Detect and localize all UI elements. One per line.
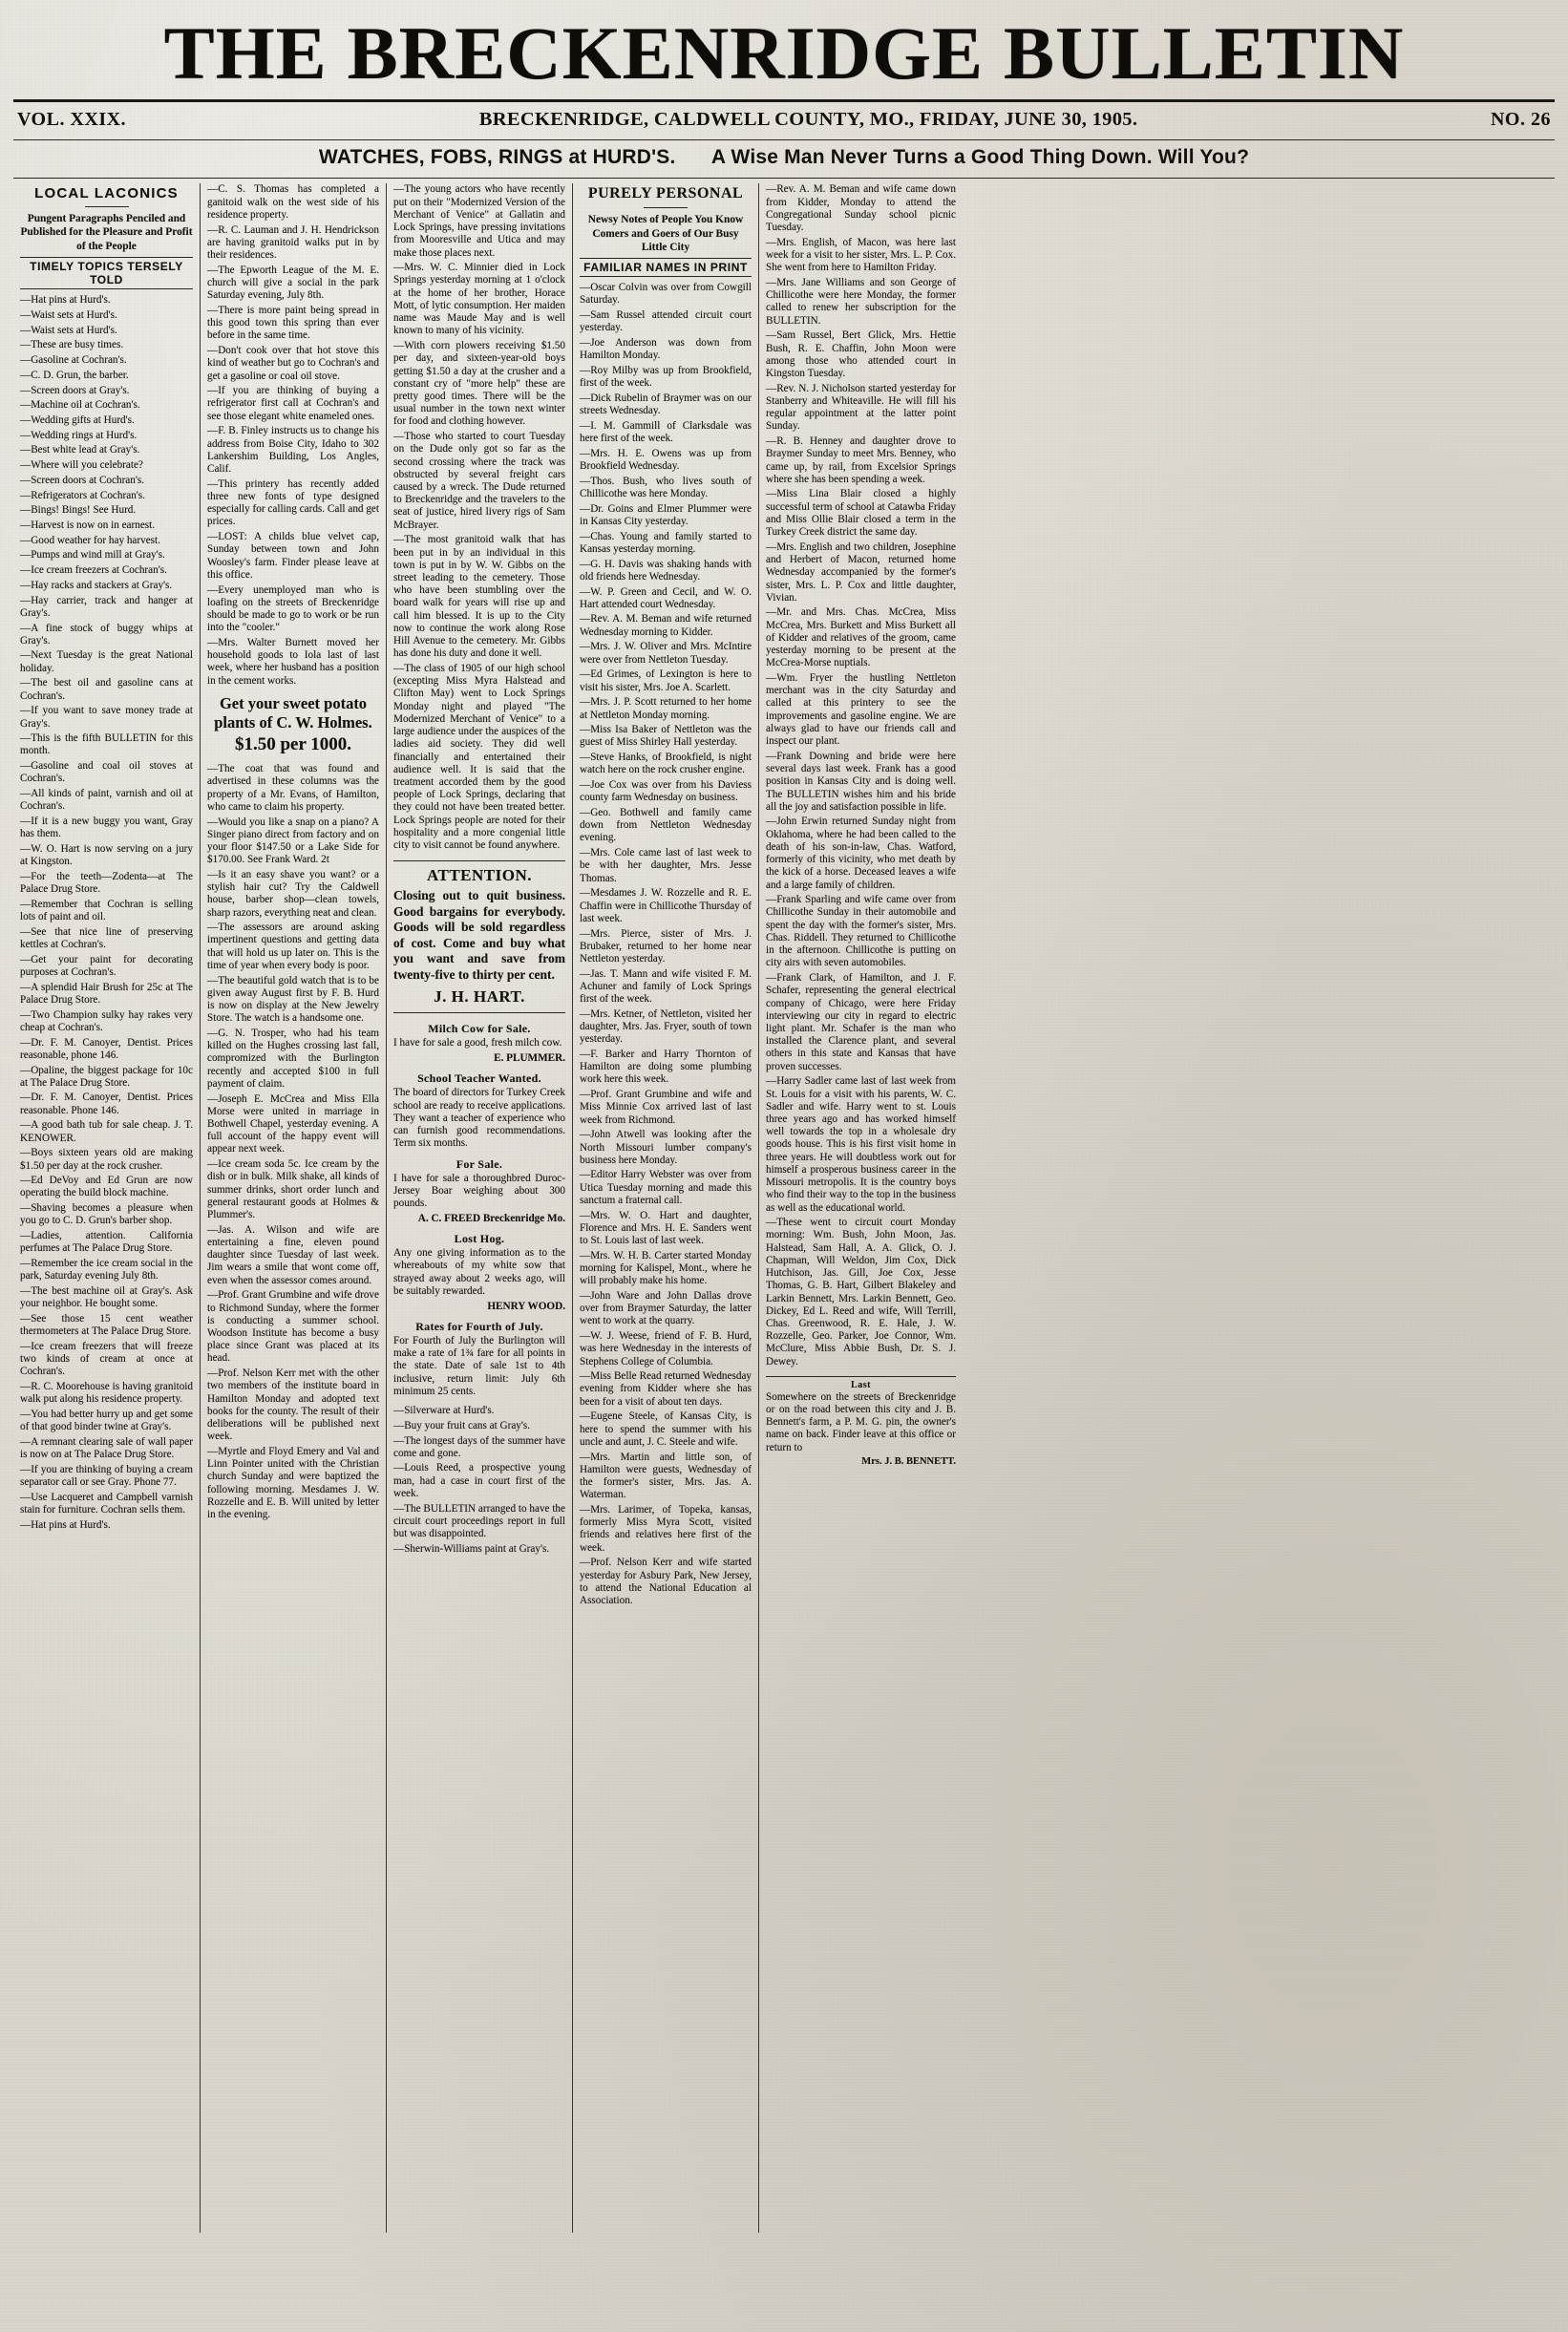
- personal-item: — Rev. A. M. Beman and wife came down from Kidder, Monday to attend the Congregational Sunday school picnic Tuesday.: [766, 183, 956, 234]
- personal-item: — Joe Cox was over from his Daviess county farm Wednesday on business.: [580, 779, 752, 804]
- news-brief: — A fine stock of buggy whips at Gray's.: [20, 623, 193, 647]
- news-brief: — Prof. Grant Grumbine and wife drove to Richmond Sunday, where the former is conducting a summer school. Woodson Institute has become a busy place since Grant was placed at its head.: [207, 1289, 379, 1365]
- ad-attention-body: Closing out to quit business. Good bargains for everybody. Goods will be sold regardless of cost. Come and buy what you want and save from twenty-five to thirty per cent.: [393, 888, 565, 982]
- news-brief: — Silverware at Hurd's.: [393, 1405, 565, 1417]
- news-brief: — W. O. Hart is now serving on a jury at Kingston.: [20, 843, 193, 868]
- news-brief: — Prof. Nelson Kerr met with the other two members of the institute board in Hamilton Monday and adopted text books for the county. The result of their deliberations will be published next week.: [207, 1367, 379, 1443]
- column-two: [200, 183, 386, 2233]
- news-brief: — Dr. F. M. Canoyer, Dentist. Prices reasonable, phone 146.: [20, 1037, 193, 1062]
- news-brief: — The best oil and gasoline cans at Cochran's.: [20, 677, 193, 702]
- news-brief: — Next Tuesday is the great National holiday.: [20, 649, 193, 674]
- news-brief: — Machine oil at Cochran's.: [20, 399, 193, 412]
- personal-item: — Prof. Nelson Kerr and wife started yesterday for Asbury Park, New Jersey, to attend the National Education al Association.: [580, 1557, 752, 1607]
- news-brief: — Don't cook over that hot stove this kind of weather but go to Cochran's and get a gasoline or coal oil stove.: [207, 345, 379, 383]
- personal-item: — Wm. Fryer the hustling Nettleton merchant was in the city Saturday and called at this printery to see the improvements and gasoline engine. We are always glad to have our friends call and inspect our plant.: [766, 672, 956, 748]
- local-laconics-items: [20, 294, 193, 1532]
- news-brief: — Ed DeVoy and Ed Grun are now operating the build block machine.: [20, 1175, 193, 1199]
- news-brief: — Pumps and wind mill at Gray's.: [20, 549, 193, 562]
- news-brief: — C. S. Thomas has completed a ganitoid walk on the west side of his residence property.: [207, 183, 379, 222]
- classified-ad-body: I have for sale a thoroughbred Duroc-Jersey Boar weighing about 300 pounds.: [393, 1172, 565, 1210]
- news-brief: — F. B. Finley instructs us to change his address from Boise City, Idaho to 302 Lankershim Building, Los Angles, Calif.: [207, 425, 379, 476]
- column-five: [758, 183, 963, 2233]
- personal-item: — Miss Isa Baker of Nettleton was the guest of Miss Shirley Hall yesterday.: [580, 724, 752, 749]
- news-brief: — R. C. Lauman and J. H. Hendrickson are having granitoid walks put in by their residences.: [207, 224, 379, 263]
- ad-attention: [393, 860, 565, 1013]
- news-brief: — If you are thinking of buying a refrigerator first call at Cochran's and see those elegant white enameled ones.: [207, 385, 379, 423]
- news-brief: — All kinds of paint, varnish and oil at Cochran's.: [20, 788, 193, 813]
- masthead-title: THE BRECKENRIDGE BULLETIN: [163, 11, 1405, 95]
- news-brief: — You had better hurry up and get some of that good binder twine at Gray's.: [20, 1409, 193, 1433]
- personal-item: — Mrs. Ketner, of Nettleton, visited her daughter, Mrs. Jas. Fryer, south of town yesterday.: [580, 1008, 752, 1047]
- news-item: — Those who started to court Tuesday on the Dude only got so far as the second crossing where the track was obstructed by several freight cars caused by a wreck. The Dude returned to Breckenridge and the travelers to the seat of justice, hired livery rigs of Sam McBrayer.: [393, 431, 565, 532]
- column-five-items: [766, 183, 956, 1367]
- news-brief: — The beautiful gold watch that is to be given away August first by F. B. Hurd is now on display at the New Jewelry Store. The watch is a handsome one.: [207, 975, 379, 1026]
- news-brief: — Best white lead at Gray's.: [20, 444, 193, 456]
- news-brief: — Screen doors at Cochran's.: [20, 475, 193, 487]
- personal-item: — John Atwell was looking after the North Missouri lumber company's business here Monday.: [580, 1129, 752, 1167]
- news-brief: — Dr. F. M. Canoyer, Dentist. Prices reasonable. Phone 146.: [20, 1092, 193, 1116]
- personal-item: — Mrs. English, of Macon, was here last week for a visit to her sister, Mrs. L. P. Cox. She went from here to Hamilton Friday.: [766, 237, 956, 275]
- classified-ad-head: School Teacher Wanted.: [417, 1071, 541, 1086]
- personal-item: — Frank Downing and bride were here several days last week. Frank has a good position in Kansas City and is doing well. The BULLETIN wishes him and his bride all the joy and satisfaction possible in life.: [766, 751, 956, 814]
- news-brief: — If it is a new buggy you want, Gray has them.: [20, 816, 193, 840]
- personal-item: — Mr. and Mrs. Chas. McCrea, Miss McCrea, Mrs. Burkett and Miss Burkett all of Kidder and relatives of the groom, came yesterday morning to be present at the McCrea-Morse nuptials.: [766, 606, 956, 669]
- personal-item: — John Ware and John Dallas drove over from Braymer Saturday, the latter went to work at the quarry.: [580, 1290, 752, 1328]
- news-brief: — If you want to save money trade at Gray's.: [20, 705, 193, 730]
- news-brief: — There is more paint being spread in this good town this spring than ever before in the same time.: [207, 305, 379, 343]
- classified-ad-signature: A. C. FREED Breckenridge Mo.: [417, 1212, 565, 1224]
- news-item: — Mrs. W. C. Minnier died in Lock Springs yesterday morning at 1 o'clock at the home of her brother, Horace Mott, of lytic consumption. Her maiden name was Maude May and is well known to many of his vicinity.: [393, 262, 565, 337]
- personal-item: — Harry Sadler came last of last week from St. Louis for a visit with his parents, W. C. Sadler and wife. Harry went to st. Louis three years ago and has worked himself well towards the top in a wholesale dry goods house. This is his first visit home in three years. He will doubtless work out for himself a prosperous business career in the Missouri metropolis. It is the country boys who find their way to the top in the business as well as the educational world.: [766, 1075, 956, 1214]
- news-brief: — Hat pins at Hurd's.: [20, 1519, 193, 1532]
- news-brief: — Hat pins at Hurd's.: [20, 294, 193, 307]
- personal-item: — F. Barker and Harry Thornton of Hamilton are doing some plumbing work here this week.: [580, 1049, 752, 1087]
- personal-item: — Mrs. J. W. Oliver and Mrs. McIntire were over from Nettleton Tuesday.: [580, 641, 752, 666]
- purely-personal-items: [580, 282, 752, 1607]
- purely-personal-heading: PURELY PERSONAL: [587, 185, 744, 202]
- news-brief: — See those 15 cent weather thermometers at The Palace Drug Store.: [20, 1313, 193, 1338]
- ad-lost-pin-signature: Mrs. J. B. BENNETT.: [861, 1456, 956, 1468]
- news-brief: — Wedding gifts at Hurd's.: [20, 414, 193, 427]
- classified-ad-head: Milch Cow for Sale.: [428, 1022, 531, 1036]
- news-brief: — Would you like a snap on a piano? A Singer piano direct from factory and on your floor $147.50 or a Lake Side for $170.00. See Frank Ward. 2t: [207, 816, 379, 867]
- news-item: — The most granitoid walk that has been put in by an individual in this town is put in by W. W. Gibbs on the street leading to the cemetery. Those who have been stumbling over the board walk for years will rise up and call him blessed. It is up to the City now to continue the work along Rose Hill Avenue to the cemetery. Mr. Gibbs has done his duty and done it well.: [393, 534, 565, 660]
- personal-item: — W. J. Weese, friend of F. B. Hurd, was here Wednesday in the interests of Stephens College of Columbia.: [580, 1330, 752, 1368]
- personal-item: — Joe Anderson was down from Hamilton Monday.: [580, 337, 752, 362]
- classified-ad: [393, 1157, 565, 1226]
- news-brief: — If you are thinking of buying a cream separator call or see Gray. Phone 77.: [20, 1464, 193, 1489]
- news-brief: — Bings! Bings! See Hurd.: [20, 504, 193, 517]
- ad-attention-title: ATTENTION.: [426, 866, 532, 885]
- personal-item: — Eugene Steele, of Kansas City, is here to spend the summer with his uncle and aunt, J. C. Steele and wife.: [580, 1410, 752, 1449]
- news-brief: — Ice cream freezers that will freeze two kinds of cream at once at Cochran's.: [20, 1341, 193, 1379]
- news-brief: — Waist sets at Hurd's.: [20, 325, 193, 337]
- advert-banner: [13, 140, 1555, 175]
- ad-attention-signature: J. H. HART.: [434, 987, 525, 1007]
- news-item: — The class of 1905 of our high school (excepting Miss Myra Halstead and Clifton May) went to Lock Springs Monday night and played "The Modernized Merchant of Venice" to a large audience under the auspices of the ladies aid society. They did well financially and entertained their audience well. It is said that the treatment accorded them by the good people of Lock Springs, declaring that they could not have been treated better. Lock Springs people are noted for their hospitality and a more congenial little city to visit cannot be found anywhere.: [393, 663, 565, 852]
- news-brief: — Ice cream freezers at Cochran's.: [20, 564, 193, 577]
- divider: [85, 206, 129, 207]
- personal-item: — G. H. Davis was shaking hands with old friends here Wednesday.: [580, 559, 752, 583]
- personal-item: — These went to circuit court Monday morning: Wm. Bush, John Moon, Jas. Halstead, Sam Hall, A. A. Glick, O. J. Chapman, Will Weldon, Jim Cox, Dick Hutchison, Jas. Gill, Joe Cox, Jesse Thomas, G. B. Hart, Gilbert Blakeley and Larkin Bennett, Mrs. Larkin Bennett, Geo. Dickey, Ed L. Reed and wife, Will Terrill, Chas. Greenwood, R. E. Hale, J. W. Rozzelle, Geo. Parker, Joe Connor, Wm. McClure, Miss Abbie Bush, Dr. S. J. Dewey.: [766, 1217, 956, 1368]
- news-brief: — Hay carrier, track and hanger at Gray's.: [20, 595, 193, 620]
- personal-item: — Roy Milby was up from Brookfield, first of the week.: [580, 365, 752, 390]
- personal-item: — Mrs. W. H. B. Carter started Monday morning for Kalispel, Mont., where he will probably make his home.: [580, 1250, 752, 1288]
- personal-item: — Dick Rubelin of Braymer was on our streets Wednesday.: [580, 392, 752, 417]
- banner-left-text: WATCHES, FOBS, RINGS at HURD'S.: [318, 146, 676, 169]
- personal-item: — Mrs. Jane Williams and son George of Chillicothe were here Monday, the former called to renew her subscription for the BULLETIN.: [766, 277, 956, 328]
- issue-number-label: NO. 26: [1490, 109, 1551, 131]
- news-brief: — See that nice line of preserving kettles at Cochran's.: [20, 926, 193, 951]
- banner-right-text: A Wise Man Never Turns a Good Thing Down. Will You?: [710, 146, 1250, 169]
- news-brief: — G. N. Trosper, who had his team killed on the Hughes crossing last fall, compromized with the Burlington recently and accepted $100 in full payment of claim.: [207, 1028, 379, 1091]
- personal-item: — R. B. Henney and daughter drove to Braymer Sunday to meet Mrs. Benney, who came up, by rail, from Excelsior Springs where she has been spending a week.: [766, 435, 956, 486]
- news-brief: — Is it an easy shave you want? or a stylish hair cut? Try the Caldwell house, barber shop—clean towels, sharp razors, everything neat and clean.: [207, 869, 379, 920]
- news-brief: — The Epworth League of the M. E. church will give a social in the park Saturday evening, July 8th.: [207, 265, 379, 303]
- classified-ad: [393, 1320, 565, 1398]
- news-brief: — Wedding rings at Hurd's.: [20, 430, 193, 442]
- classified-ad: [393, 1022, 565, 1065]
- personal-item: — Thos. Bush, who lives south of Chillicothe was here Monday.: [580, 476, 752, 500]
- news-brief: — Joseph E. McCrea and Miss Ella Morse were united in marriage in Bothwell Chapel, yesterday evening. A full account of the happy event will appear next week.: [207, 1093, 379, 1156]
- classified-ad: [393, 1232, 565, 1313]
- personal-item: — Miss Belle Read returned Wednesday evening from Kidder where she has been for a visit of about ten days.: [580, 1370, 752, 1409]
- personal-item: — Mrs. English and two children, Josephine and Herbert of Macon, returned home Wednesday accompanied by the former's sister, Mrs. L. P. Cox and little daughter, Vivian.: [766, 541, 956, 604]
- ad-lost-pin: [766, 1376, 956, 1469]
- personal-item: — Mrs. H. E. Owens was up from Brookfield Wednesday.: [580, 448, 752, 473]
- news-item: — The young actors who have recently put on their "Modernized Version of the Merchant of Venice" at Gallatin and Lock Springs, have pressing invitations from Mooresville and Utica and may make those places next.: [393, 183, 565, 259]
- news-brief: — These are busy times.: [20, 339, 193, 351]
- personal-item: — Geo. Bothwell and family came down from Nettleton Wednesday evening.: [580, 807, 752, 845]
- personal-item: — Mrs. Martin and little son, of Hamilton were guests, Wednesday of the former's sister, Mrs. Jas. A. Waterman.: [580, 1452, 752, 1502]
- news-brief: — R. C. Moorehouse is having granitoid walk put along his residence property.: [20, 1381, 193, 1406]
- news-brief: — Remember the ice cream social in the park, Saturday evening July 8th.: [20, 1258, 193, 1283]
- news-brief: — A splendid Hair Brush for 25c at The Palace Drug Store.: [20, 982, 193, 1007]
- news-brief: — C. D. Grun, the barber.: [20, 370, 193, 382]
- news-brief: — The coat that was found and advertised in these columns was the property of a Mr. Evans, of Hamilton, who came to claim his property.: [207, 763, 379, 814]
- column-three-briefs: [393, 1405, 565, 1556]
- news-brief: — Louis Reed, a prospective young man, had a case in court first of the week.: [393, 1462, 565, 1500]
- column-two-items-continued: [207, 763, 379, 1521]
- news-brief: — This printery has recently added three new fonts of type designed especially for calling cards. Call and get prices.: [207, 478, 379, 529]
- personal-item: — Mrs. J. P. Scott returned to her home at Nettleton Monday morning.: [580, 696, 752, 721]
- news-brief: — Shaving becomes a pleasure when you go to C. D. Grun's barber shop.: [20, 1202, 193, 1227]
- personal-item: — Mrs. Cole came last of last week to be with her daughter, Mrs. Jesse Thomas.: [580, 847, 752, 885]
- column-two-items: [207, 183, 379, 687]
- personal-item: — Frank Sparling and wife came over from Chillicothe Sunday in their automobile and spent the day with the former's sister, Mrs. Chas. Riddell. They returned to Chillicothe in the afternoon. Chillicothe is putting on city airs with seven automobiles.: [766, 894, 956, 969]
- news-brief: — The best machine oil at Gray's. Ask your neighbor. He bought some.: [20, 1285, 193, 1310]
- personal-item: — Oscar Colvin was over from Cowgill Saturday.: [580, 282, 752, 307]
- news-brief: — Buy your fruit cans at Gray's.: [393, 1420, 565, 1432]
- news-brief: — Harvest is now on in earnest.: [20, 519, 193, 532]
- news-brief: — This is the fifth BULLETIN for this month.: [20, 732, 193, 757]
- classified-ad-body: For Fourth of July the Burlington will make a rate of 1¾ fare for all points in the state. Date of sale 1st to 4th inclusive, return limit: July 6th minimum 25 cents.: [393, 1335, 565, 1397]
- news-brief: — The BULLETIN arranged to have the circuit court proceedings report in full but was disappointed.: [393, 1503, 565, 1541]
- ad-sweet-potato-line1: Get your sweet potato plants of C. W. Holmes.: [214, 693, 372, 731]
- familiar-names-boxhead: FAMILIAR NAMES IN PRINT: [580, 258, 752, 277]
- divider: [644, 207, 688, 208]
- personal-item: — Mesdames J. W. Rozzelle and R. E. Chaffin were in Chillicothe Thursday of last week.: [580, 887, 752, 925]
- news-brief: — Ladies, attention. California perfumes at The Palace Drug Store.: [20, 1230, 193, 1255]
- ad-sweet-potato-line2: $1.50 per 1000.: [234, 734, 352, 755]
- news-brief: — Gasoline and coal oil stoves at Cochran's.: [20, 760, 193, 785]
- news-brief: — For the teeth—Zodenta—at The Palace Drug Store.: [20, 871, 193, 896]
- news-brief: — Where will you celebrate?: [20, 459, 193, 472]
- personal-item: — Prof. Grant Grumbine and wife and Miss Minnie Cox arrived last of last week from Richmond.: [580, 1089, 752, 1127]
- news-brief: — Sherwin-Williams paint at Gray's.: [393, 1543, 565, 1556]
- classified-ads: [393, 1022, 565, 1398]
- news-brief: — Ice cream soda 5c. Ice cream by the dish or in bulk. Milk shake, all kinds of summer drinks, short order lunch and general restaurant goods at Holmes & Plummer's.: [207, 1158, 379, 1221]
- personal-item: — Mrs. Larimer, of Topeka, kansas, formerly Miss Myra Scott, visited friends and relatives here first of the week.: [580, 1504, 752, 1555]
- news-brief: — Use Lacqueret and Campbell varnish stain for furniture. Cochran sells them.: [20, 1492, 193, 1516]
- personal-item: — Rev. A. M. Beman and wife returned Wednesday morning to Kidder.: [580, 613, 752, 638]
- personal-item: — Steve Hanks, of Brookfield, is night watch here on the rock crusher engine.: [580, 752, 752, 776]
- classified-ad-signature: HENRY WOOD.: [487, 1300, 565, 1312]
- news-item: — With corn plowers receiving $1.50 per day, and sixteen-year-old boys getting $1.50 a day at the crusher and a constant cry of "more help" these are pretty good times. There will be the usual number in the town next winter for food and clothing however.: [393, 340, 565, 429]
- news-brief: — Mrs. Walter Burnett moved her household goods to Iola last of last week, where her husband has a position in the cement works.: [207, 637, 379, 688]
- personal-item: — Sam Russel, Bert Glick, Mrs. Hettie Bush, R. E. Chaffin, John Moon were among those who attended court in Kingston Tuesday.: [766, 329, 956, 380]
- personal-item: — I. M. Gammill of Clarksdale was here first of the week.: [580, 420, 752, 445]
- personal-item: — Mrs. Pierce, sister of Mrs. J. Brubaker, returned to her home near Nettleton yesterday.: [580, 928, 752, 966]
- news-brief: — Gasoline at Cochran's.: [20, 354, 193, 367]
- personal-item: — Miss Lina Blair closed a highly successful term of school at Catawba Friday and Miss Ollie Blair closed a term in the Turkey Creek district the same day.: [766, 488, 956, 539]
- personal-item: — Dr. Goins and Elmer Plummer were in Kansas City yesterday.: [580, 503, 752, 528]
- personal-item: — Jas. T. Mann and wife visited F. M. Achuner and family of Lock Springs first of the week.: [580, 968, 752, 1007]
- news-brief: — Good weather for hay harvest.: [20, 535, 193, 547]
- news-brief: — Screen doors at Gray's.: [20, 385, 193, 397]
- column-local-laconics: [13, 183, 200, 2233]
- classified-ad-body: I have for sale a good, fresh milch cow.: [393, 1037, 562, 1049]
- classified-ad-head: Rates for Fourth of July.: [415, 1319, 543, 1333]
- news-brief: — Myrtle and Floyd Emery and Val and Linn Pointer united with the Christian church Sunday and were baptized the following morning. Mesdames J. W. Rozzelle and E. B. Will united by letter in the evening.: [207, 1446, 379, 1521]
- personal-item: — Sam Russel attended circuit court yesterday.: [580, 309, 752, 334]
- news-brief: — Boys sixteen years old are making $1.50 per day at the rock crusher.: [20, 1147, 193, 1172]
- news-brief: — Every unemployed man who is loafing on the streets of Breckenridge should be made to go to work or be run into the "cooler.": [207, 584, 379, 635]
- column-three-items: [393, 183, 565, 852]
- banner-rule: [13, 178, 1555, 179]
- columns-container: [13, 183, 1555, 2233]
- news-brief: — Waist sets at Hurd's.: [20, 309, 193, 322]
- news-brief: — The longest days of the summer have come and gone.: [393, 1435, 565, 1460]
- column-three: [386, 183, 572, 2233]
- personal-item: — W. P. Green and Cecil, and W. O. Hart attended court Wednesday.: [580, 586, 752, 611]
- timely-topics-boxhead: TIMELY TOPICS TERSELY TOLD: [20, 257, 193, 289]
- news-brief: — A good bath tub for sale cheap. J. T. KENOWER.: [20, 1119, 193, 1144]
- personal-item: — Rev. N. J. Nicholson started yesterday for Stanberry and Whiteaville. He will fill his regular appointment at the latter point Sunday.: [766, 383, 956, 434]
- news-brief: — Two Champion sulky hay rakes very cheap at Cochran's.: [20, 1009, 193, 1034]
- personal-item: — Editor Harry Webster was over from Utica Tuesday morning and made this sanctum a fraternal call.: [580, 1169, 752, 1207]
- ad-lost-pin-body: Somewhere on the streets of Breckenridge or on the road between this city and J. B. Bennett's farm, a P. M. G. pin, the owner's name on back. Finder leave at this office or return to: [766, 1390, 956, 1453]
- volume-label: VOL. XXIX.: [17, 109, 127, 131]
- news-brief: — LOST: A childs blue velvet cap, Sunday between town and John Woosley's farm. Finder please leave at this office.: [207, 531, 379, 582]
- news-brief: — The assessors are around asking impertinent questions and getting data that will hold us up later on. This is the time of year when every body is poor.: [207, 922, 379, 972]
- classified-ad-signature: E. PLUMMER.: [494, 1052, 565, 1065]
- personal-item: — Frank Clark, of Hamilton, and J. F. Schafer, representing the general electrical company of Chicago, were here Friday interviewing our city in regard to electric light plant. Mr. Schafer is the man who installed the Clarence plant, and several others in this state and Kansas that have proven successes.: [766, 972, 956, 1073]
- classified-ad-head: Lost Hog.: [454, 1232, 505, 1246]
- personal-item: — Chas. Young and family started to Kansas yesterday morning.: [580, 531, 752, 556]
- column-purely-personal: [572, 183, 758, 2233]
- local-laconics-heading: LOCAL LACONICS: [34, 185, 179, 202]
- classified-ad-head: For Sale.: [456, 1156, 503, 1171]
- personal-item: — Ed Grimes, of Lexington is here to visit his sister, Mrs. Joe A. Scarlett.: [580, 668, 752, 693]
- news-brief: — Hay racks and stackers at Gray's.: [20, 580, 193, 592]
- news-brief: — Remember that Cochran is selling lots of paint and oil.: [20, 899, 193, 923]
- classified-ad-body: Any one giving information as to the whereabouts of my white sow that strayed away about 2 weeks ago, will be suitably rewarded.: [393, 1247, 565, 1297]
- news-brief: — Jas. A. Wilson and wife are entertaining a fine, eleven pound daughter since Tuesday of last week. Jim wears a smile that wont come off, even when the assessor comes around.: [207, 1224, 379, 1287]
- news-brief: — Refrigerators at Cochran's.: [20, 490, 193, 502]
- issue-line: [13, 102, 1555, 137]
- place-date-label: BRECKENRIDGE, CALDWELL COUNTY, MO., FRIDAY, JUNE 30, 1905.: [478, 109, 1138, 131]
- classified-ad: [393, 1071, 565, 1150]
- news-brief: — Get your paint for decorating purposes at Cochran's.: [20, 954, 193, 979]
- news-brief: — A remnant clearing sale of wall paper is now on at The Palace Drug Store.: [20, 1436, 193, 1461]
- personal-item: — John Erwin returned Sunday night from Oklahoma, where he had been called to the death of his son-in-law, Chas. Watford, formerly of this vicinity, who met death by the kick of a horse. Deceased leaves a wife and a large family of children.: [766, 816, 956, 891]
- classified-ad-body: The board of directors for Turkey Creek school are ready to receive applications. They want a teacher of experience who can furnish good recommendations. Term six months.: [393, 1087, 565, 1150]
- news-brief: — Opaline, the biggest package for 10c at The Palace Drug Store.: [20, 1065, 193, 1090]
- purely-personal-subhead: Newsy Notes of People You Know Comers and Goers of Our Busy Little City: [587, 214, 744, 253]
- ad-sweet-potato: [207, 694, 379, 756]
- personal-item: — Mrs. W. O. Hart and daughter, Florence and Mrs. H. E. Sanders went to St. Louis last of last week.: [580, 1210, 752, 1248]
- local-laconics-subhead: Pungent Paragraphs Penciled and Published for the Pleasure and Profit of the People: [20, 213, 193, 252]
- ad-lost-pin-head: Last: [851, 1379, 871, 1390]
